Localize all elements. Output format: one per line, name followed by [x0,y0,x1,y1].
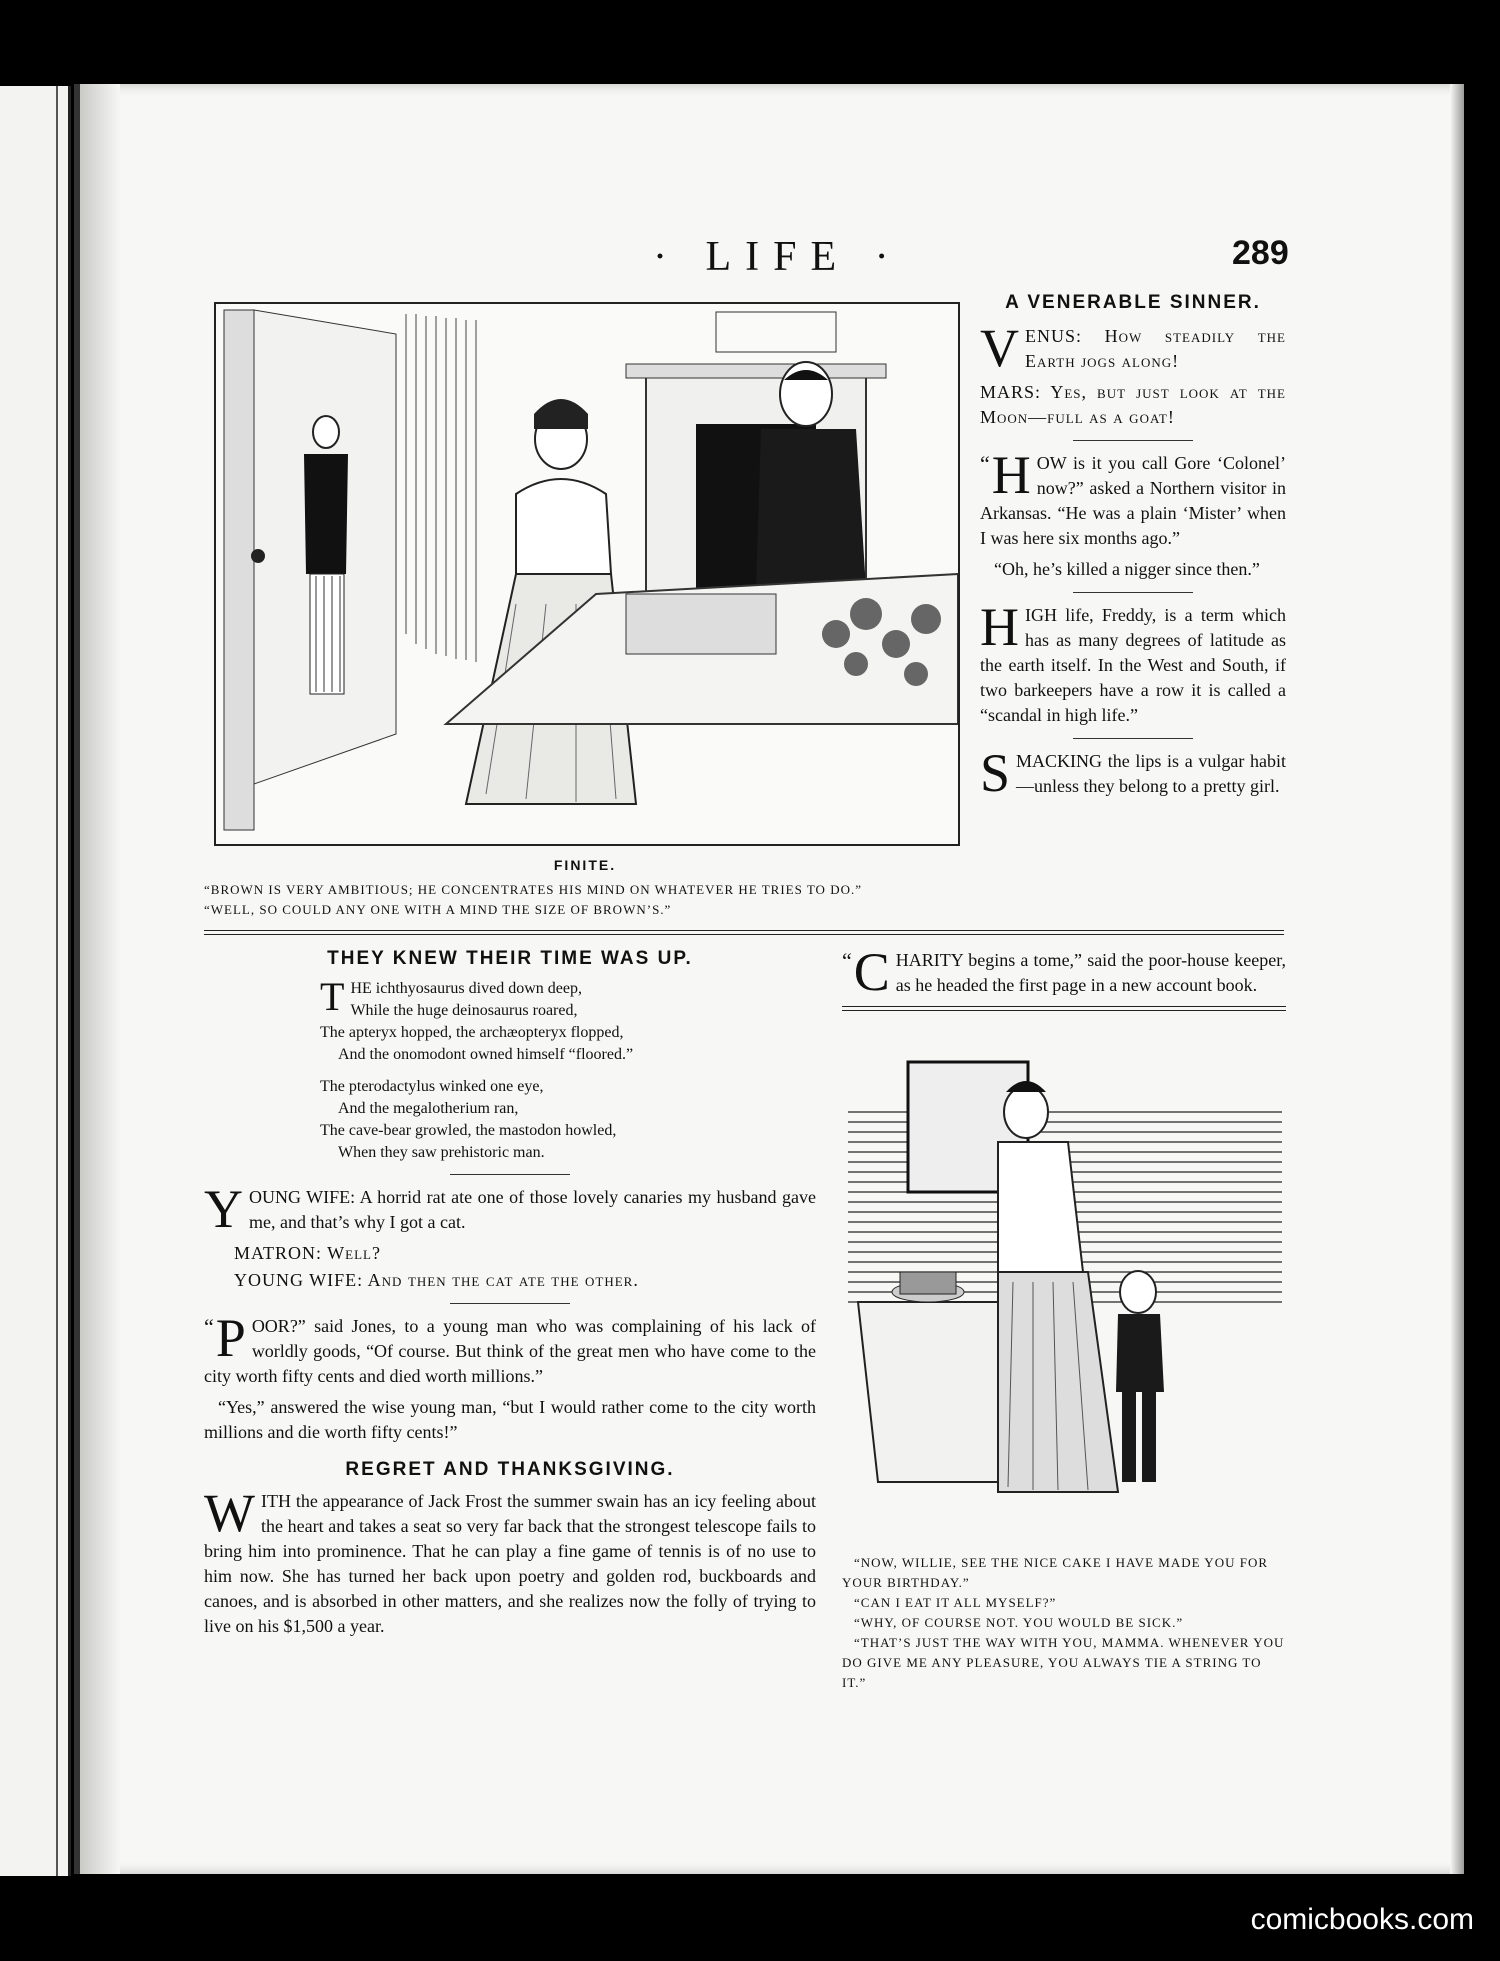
smacking-dropcap: S [980,743,1011,803]
poem-line-6: And the megalotherium ran, [338,1100,519,1117]
page-number: 289 [1232,234,1289,272]
poor-quote: “ [204,1314,214,1339]
poem-line-4: And the onomodont owned himself “floored.” [338,1046,634,1063]
venerable-dropcap: V [980,318,1019,378]
regret-p1: ITH the appearance of Jack Frost the summer swain has an icy feeling about the heart and takes a seat so very far back that the strongest telescope fails to bring him into prominence. That he can play a fine game of tennis is of no use to him now. She has turned her back upon poetry and golden rod, buckboards and canoes, and is absorbed in other matters, and she realizes now the folly of trying to live on his $1,500 a year. [204,1491,816,1636]
masthead: · LIFE · [653,234,903,280]
regret-title: REGRET AND THANKSGIVING. [345,1459,675,1480]
poem-line-1: HE ichthyosaurus dived down deep, [350,980,582,997]
highlife-dropcap: H [980,597,1019,657]
section-divider [204,930,1284,935]
colonel-dropcap: H [991,445,1031,505]
regret-dropcap: W [204,1483,255,1543]
colonel-quote: “ [980,451,990,476]
young-wife-p2: MATRON: Well? [234,1243,381,1263]
time-up-title: THEY KNEW THEIR TIME WAS UP. [327,948,693,969]
poem-line-2: While the huge deinosaurus roared, [350,1002,578,1019]
previous-page-edge [0,86,71,1876]
time-up-dropcap: T [320,974,345,1019]
highlife-p1: IGH life, Freddy, is a term which has as many degrees of latitude as the earth itself. In the West and South, if two barkeepers have a row it is called a “scandal in high life.” [980,605,1286,725]
venerable-title: A VENERABLE SINNER. [1005,292,1261,313]
colonel-p2: “Oh, he’s killed a nigger since then.” [994,559,1260,579]
venerable-p2: MARS: Yes, but just look at the Moon—full as a goat! [980,382,1286,427]
smacking-p1: MACKING the lips is a vulgar habit—unless they belong to a pretty girl. [1016,751,1286,796]
young-wife-p3: YOUNG WIFE: And then the cat ate the other. [234,1270,639,1290]
poem-line-3: The apteryx hopped, the archæopteryx flopped, [320,1024,624,1041]
finite-caption-1: “BROWN IS VERY AMBITIOUS; HE CONCENTRATES HIS MIND ON WHATEVER HE TRIES TO DO.” [204,882,862,897]
charity-p1: HARITY begins a tome,” said the poor-house keeper, as he headed the first page in a new account book. [895,950,1286,995]
lower-right-column [842,942,1286,1011]
poem-line-8: When they saw prehistoric man. [338,1144,545,1161]
birthday-cake-illustration [848,1052,1282,1552]
venerable-p1: ENUS: How steadily the Earth jogs along! [1025,326,1286,371]
cake-caption-2: “CAN I EAT IT ALL MYSELF?” [854,1595,1057,1610]
charity-divider [842,1006,1286,1011]
venerable-sinner-section [980,292,1286,805]
lower-left-column [204,948,816,1645]
finite-caption-2: “WELL, SO COULD ANY ONE WITH A MIND THE SIZE OF BROWN’S.” [204,902,672,917]
poem-line-5: The pterodactylus winked one eye, [320,1078,544,1095]
young-wife-dropcap: Y [204,1179,243,1239]
charity-dropcap: C [853,942,890,1002]
cake-caption-4: “THAT’S JUST THE WAY WITH YOU, MAMMA. WHENEVER YOU DO GIVE ME ANY PLEASURE, YOU ALWAYS TIE A STRING TO IT.” [842,1635,1285,1690]
watermark: comicbooks.com [1250,1903,1474,1936]
cake-caption-3: “WHY, OF COURSE NOT. YOU WOULD BE SICK.” [854,1615,1184,1630]
poor-p2: “Yes,” answered the wise young man, “but I would rather come to the city worth millions and die worth fifty cents!” [204,1397,816,1442]
colonel-p1: OW is it you call Gore ‘Colonel’ now?” asked a Northern visitor in Arkansas. “He was a plain ‘Mister’ when I was here six months ago.” [980,453,1286,548]
poor-dropcap: P [215,1308,246,1368]
poem-line-7: The cave-bear growled, the mastodon howled, [320,1122,617,1139]
finite-illustration [214,302,960,846]
charity-quote: “ [842,948,852,973]
young-wife-p1: OUNG WIFE: A horrid rat ate one of those lovely canaries my husband gave me, and that’s why I got a cat. [249,1187,816,1232]
poor-p1: OOR?” said Jones, to a young man who was complaining of his lack of worldly goods, “Of course. But think of the great men who have come to the city worth fifty cents and died worth millions.” [204,1316,816,1386]
cake-caption-1: “NOW, WILLIE, SEE THE NICE CAKE I HAVE MADE YOU FOR YOUR BIRTHDAY.” [842,1555,1269,1590]
finite-title: FINITE. [553,857,617,873]
